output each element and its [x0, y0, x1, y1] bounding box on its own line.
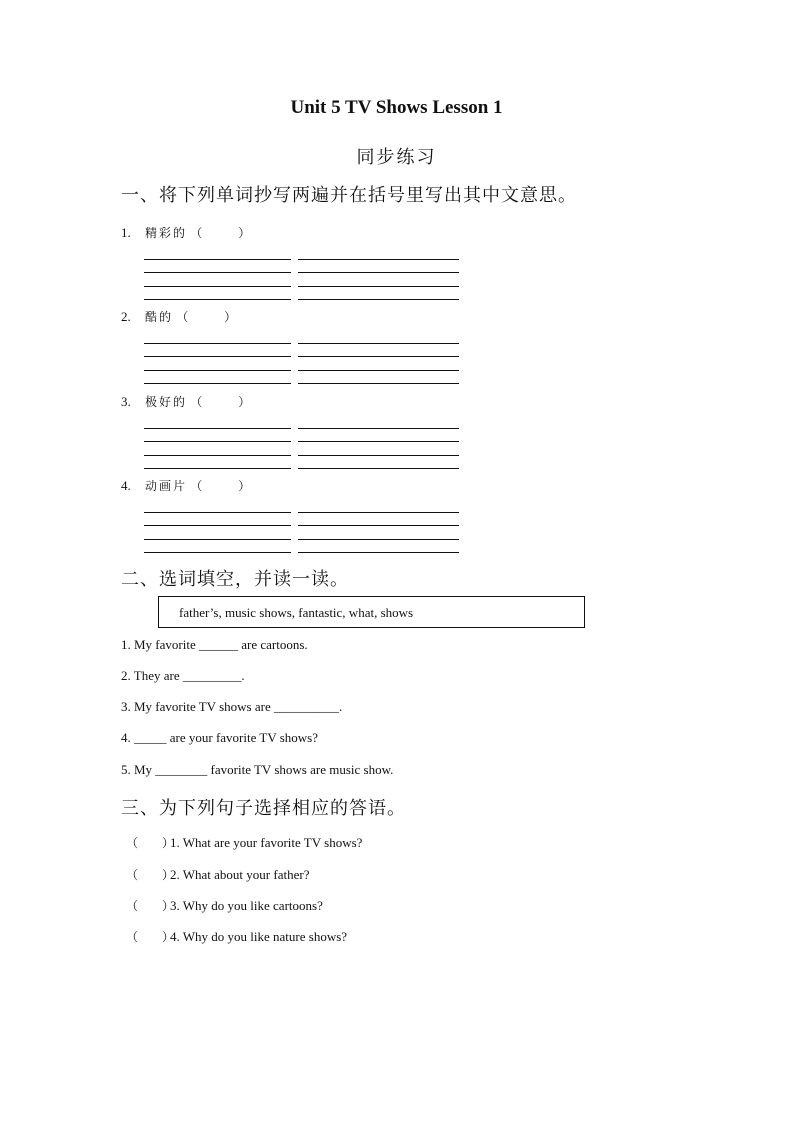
- writing-line: [144, 259, 291, 260]
- item-word: 酷的: [145, 310, 174, 324]
- match-question-4: [126, 928, 347, 945]
- writing-line: [144, 468, 291, 469]
- writing-line: [144, 539, 291, 540]
- copy-item-3: [121, 393, 250, 410]
- copy-item-1: [121, 224, 250, 241]
- page-title: Unit 5 TV Shows Lesson 1: [290, 97, 503, 118]
- writing-line: [144, 455, 291, 456]
- copy-item-4: [121, 477, 250, 494]
- section3-heading: 三、为下列句子选择相应的答语。: [121, 798, 406, 819]
- item-meaning-blank: （ ）: [176, 310, 237, 324]
- writing-line: [298, 383, 459, 384]
- writing-line: [144, 286, 291, 287]
- writing-line: [144, 343, 291, 344]
- fill-sentence-1: 1. My favorite ______ are cartoons.: [121, 637, 308, 652]
- match-question-1: [126, 834, 362, 851]
- match-question-2: [126, 866, 309, 883]
- writing-line: [144, 356, 291, 357]
- answer-blank: （ ）: [126, 868, 175, 882]
- writing-line: [144, 272, 291, 273]
- writing-line: [144, 512, 291, 513]
- fill-sentence-3: 3. My favorite TV shows are __________.: [121, 699, 343, 714]
- item-meaning-blank: （ ）: [190, 226, 251, 240]
- question-text: 2. What about your father?: [170, 867, 310, 882]
- writing-line: [298, 370, 459, 371]
- writing-line: [144, 299, 291, 300]
- item-word: 极好的: [145, 395, 188, 409]
- question-text: 3. Why do you like cartoons?: [170, 898, 323, 913]
- item-word: 精彩的: [145, 226, 188, 240]
- match-question-3: [126, 897, 323, 914]
- item-word: 动画片: [145, 479, 188, 493]
- item-meaning-blank: （ ）: [190, 395, 251, 409]
- fill-sentence-5: 5. My ________ favorite TV shows are music show.: [121, 762, 394, 777]
- item-number: 4.: [121, 478, 131, 493]
- item-meaning-blank: （ ）: [190, 479, 251, 493]
- answer-blank: （ ）: [126, 836, 175, 850]
- writing-line: [298, 455, 459, 456]
- writing-line: [298, 259, 459, 260]
- writing-line: [298, 428, 459, 429]
- word-bank-box: [158, 596, 585, 628]
- section2-heading: 二、选词填空，并读一读。: [121, 569, 349, 590]
- writing-line: [298, 272, 459, 273]
- fill-sentence-4: 4. _____ are your favorite TV shows?: [121, 730, 319, 745]
- writing-line: [298, 299, 459, 300]
- writing-line: [298, 468, 459, 469]
- writing-line: [298, 525, 459, 526]
- writing-line: [298, 286, 459, 287]
- writing-line: [144, 370, 291, 371]
- page-subtitle: 同步练习: [356, 147, 437, 168]
- writing-line: [298, 512, 459, 513]
- writing-line: [144, 428, 291, 429]
- writing-line: [298, 539, 459, 540]
- copy-item-2: [121, 308, 236, 325]
- answer-blank: （ ）: [126, 899, 175, 913]
- writing-line: [144, 441, 291, 442]
- item-number: 3.: [121, 394, 131, 409]
- writing-line: [144, 525, 291, 526]
- section1-heading: 一、将下列单词抄写两遍并在括号里写出其中文意思。: [121, 185, 577, 206]
- writing-line: [298, 552, 459, 553]
- question-text: 1. What are your favorite TV shows?: [170, 835, 363, 850]
- writing-line: [298, 356, 459, 357]
- answer-blank: （ ）: [126, 930, 175, 944]
- question-text: 4. Why do you like nature shows?: [170, 929, 348, 944]
- writing-line: [298, 441, 459, 442]
- item-number: 2.: [121, 309, 131, 324]
- writing-line: [144, 552, 291, 553]
- writing-line: [298, 343, 459, 344]
- word-bank-text: father’s, music shows, fantastic, what, shows: [179, 605, 414, 620]
- item-number: 1.: [121, 225, 131, 240]
- writing-line: [144, 383, 291, 384]
- fill-sentence-2: 2. They are _________.: [121, 668, 245, 683]
